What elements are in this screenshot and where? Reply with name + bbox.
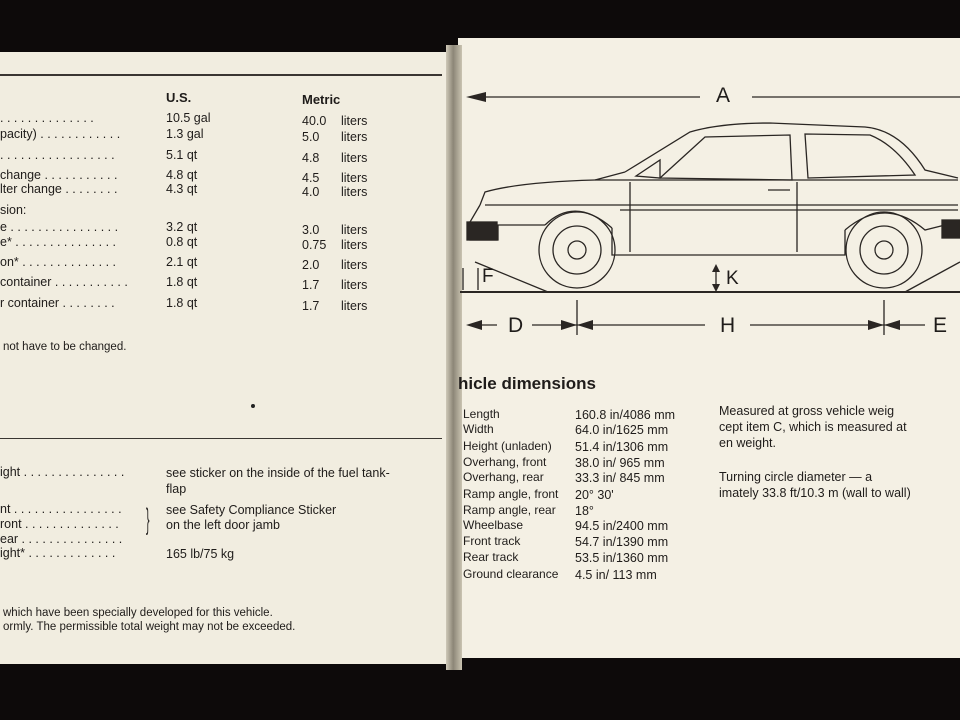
- footnote-1: which have been specially developed for this vehicle.: [3, 607, 273, 619]
- capacity-row-unit: liters: [341, 238, 368, 252]
- capacity-row-metric: 4.5: [302, 171, 320, 185]
- capacity-row-metric: 2.0: [302, 258, 320, 272]
- dimension-row-value: 160.8 in/4086 mm: [575, 408, 676, 422]
- note-line: en weight.: [719, 436, 776, 450]
- capacity-row-label: . . . . . . . . . . . . . .: [0, 111, 94, 125]
- brace: }: [146, 503, 150, 536]
- capacity-row-unit: liters: [341, 185, 368, 199]
- note-line: Measured at gross vehicle weig: [719, 404, 895, 418]
- capacity-row-label: e . . . . . . . . . . . . . . . .: [0, 220, 119, 234]
- dimension-label-f: F: [482, 266, 494, 287]
- capacity-row-unit: liters: [341, 278, 368, 292]
- dimension-row-label: Front track: [463, 534, 521, 548]
- dimension-label-h: H: [720, 314, 736, 337]
- dimension-row-label: Overhang, front: [463, 455, 547, 469]
- dimension-row-value: 38.0 in/ 965 mm: [575, 456, 665, 470]
- capacity-row-us: 2.1 qt: [166, 255, 198, 269]
- capacity-row-label: pacity) . . . . . . . . . . . .: [0, 127, 121, 141]
- capacity-row-metric: 0.75: [302, 238, 327, 252]
- dimension-row-value: 94.5 in/2400 mm: [575, 519, 669, 533]
- weight-row-value: 165 lb/75 kg: [166, 547, 235, 561]
- capacity-row-unit: liters: [341, 151, 368, 165]
- capacity-row-us: 4.8 qt: [166, 168, 198, 182]
- capacity-row-metric: 5.0: [302, 130, 320, 144]
- capacity-row-unit: liters: [341, 299, 368, 313]
- dimension-row-label: Ramp angle, rear: [463, 503, 556, 517]
- capacity-row-us: 0.8 qt: [166, 235, 198, 249]
- weight-row-label: ront . . . . . . . . . . . . . .: [0, 517, 119, 531]
- capacity-row-us: 5.1 qt: [166, 148, 198, 162]
- capacity-row-unit: liters: [341, 171, 368, 185]
- section-title: hicle dimensions: [458, 374, 596, 393]
- dimension-label-k: K: [726, 268, 739, 289]
- capacity-row-us: 10.5 gal: [166, 111, 211, 125]
- dimension-row-value: 33.3 in/ 845 mm: [575, 471, 665, 485]
- dimension-row-value: 20° 30': [575, 488, 614, 502]
- capacity-row-label: container . . . . . . . . . . .: [0, 275, 128, 289]
- capacity-row-metric: 1.7: [302, 278, 320, 292]
- dimension-row-label: Width: [463, 422, 494, 436]
- dimension-row-label: Overhang, rear: [463, 470, 544, 484]
- weight-row-value: on the left door jamb: [166, 518, 280, 532]
- dimension-row-label: Ground clearance: [463, 567, 559, 581]
- dimension-label-d: D: [508, 314, 524, 337]
- capacity-row-metric: 4.0: [302, 185, 320, 199]
- capacity-row-us: 1.8 qt: [166, 275, 198, 289]
- dimension-row-value: 4.5 in/ 113 mm: [575, 568, 657, 582]
- capacity-row-unit: liters: [341, 130, 368, 144]
- turning-line: imately 33.8 ft/10.3 m (wall to wall): [719, 486, 911, 500]
- dimension-row-value: 53.5 in/1360 mm: [575, 551, 669, 565]
- capacity-row-label: r container . . . . . . . .: [0, 296, 115, 310]
- weight-row-value: see sticker on the inside of the fuel tank-: [166, 466, 390, 480]
- capacity-row-label: on* . . . . . . . . . . . . . .: [0, 255, 117, 269]
- dimension-row-value: 18°: [575, 504, 594, 518]
- turning-line: Turning circle diameter — a: [719, 470, 873, 484]
- capacity-row-label: lter change . . . . . . . .: [0, 182, 118, 196]
- weight-row-value: flap: [166, 482, 187, 496]
- capacity-row-metric: 40.0: [302, 114, 327, 128]
- column-header-us: U.S.: [166, 90, 192, 105]
- weight-row-value: see Safety Compliance Sticker: [166, 503, 337, 517]
- dimension-row-label: Ramp angle, front: [463, 487, 559, 501]
- capacity-note: not have to be changed.: [3, 341, 127, 353]
- dimension-row-label: Length: [463, 407, 500, 421]
- capacity-row-unit: liters: [341, 223, 368, 237]
- column-header-metric: Metric: [302, 92, 341, 107]
- capacity-row-metric: 3.0: [302, 223, 320, 237]
- capacity-row-label: e* . . . . . . . . . . . . . . .: [0, 235, 117, 249]
- dimension-label-a: A: [716, 84, 731, 107]
- note-line: cept item C, which is measured at: [719, 420, 907, 434]
- dimension-row-label: Rear track: [463, 550, 519, 564]
- capacity-row-metric: 4.8: [302, 151, 320, 165]
- capacity-row-us: 4.3 qt: [166, 182, 198, 196]
- capacity-row-us: 1.3 gal: [166, 127, 204, 141]
- capacity-row-label: change . . . . . . . . . . .: [0, 168, 118, 182]
- weight-row-label: nt . . . . . . . . . . . . . . . .: [0, 502, 122, 516]
- weight-row-label: ight . . . . . . . . . . . . . . .: [0, 465, 125, 479]
- capacity-row-unit: liters: [341, 258, 368, 272]
- dimension-row-value: 64.0 in/1625 mm: [575, 423, 669, 437]
- dimension-row-label: Wheelbase: [463, 518, 524, 532]
- capacity-row-label: . . . . . . . . . . . . . . . . .: [0, 148, 115, 162]
- dimension-label-e: E: [933, 314, 948, 337]
- dimension-row-value: 54.7 in/1390 mm: [575, 535, 669, 549]
- footnote-2: ormly. The permissible total weight may not be exceeded.: [3, 621, 296, 633]
- weight-row-label: ight* . . . . . . . . . . . . .: [0, 546, 116, 560]
- capacity-row-us: 3.2 qt: [166, 220, 198, 234]
- dimension-row-value: 51.4 in/1306 mm: [575, 440, 669, 454]
- capacity-row-us: 1.8 qt: [166, 296, 198, 310]
- weight-row-label: ear . . . . . . . . . . . . . . .: [0, 532, 123, 546]
- capacity-row-label: sion:: [0, 203, 27, 217]
- capacity-row-metric: 1.7: [302, 299, 320, 313]
- capacity-row-unit: liters: [341, 114, 368, 128]
- dimension-row-label: Height (unladen): [463, 439, 552, 453]
